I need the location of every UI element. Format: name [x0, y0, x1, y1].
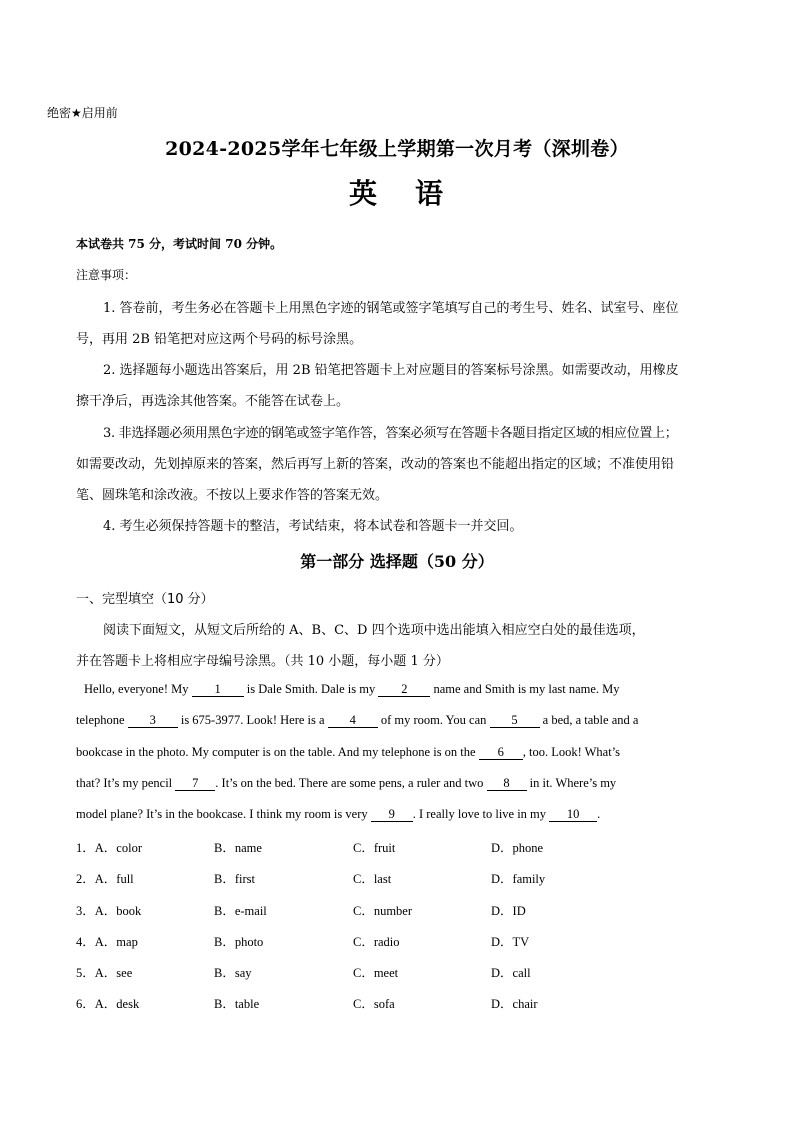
note-3-line-2: 如需要改动，先划掉原来的答案，然后再写上新的答案，改动的答案也不能超出指定的区域；不准使用铅 [76, 457, 675, 472]
option-b[interactable]: B．say [214, 966, 252, 980]
blank-2: 2 [378, 683, 430, 697]
blank-9: 9 [371, 808, 413, 822]
question-row [76, 932, 636, 950]
option-a[interactable]: 2．A．full [76, 872, 134, 886]
question-row [76, 838, 636, 856]
passage-line-4: that? It’s my pencil 7 . It’s on the bed. There are some pens, a ruler and two 8 in it. Where’s my [76, 776, 617, 790]
blank-7: 7 [175, 777, 215, 791]
blank-4: 4 [328, 714, 378, 728]
blank-5: 5 [490, 714, 540, 728]
subject-char-2: 语 [415, 177, 446, 210]
blank-3: 3 [128, 714, 178, 728]
question-row [76, 901, 636, 919]
option-b[interactable]: B．name [214, 841, 262, 855]
note-1-line-1: 1. 答卷前，考生务必在答题卡上用黑色字迹的钢笔或签字笔填写自己的考生号、姓名、试室号、座位 [103, 301, 679, 316]
section-1-title: 一、完型填空（10 分） [76, 592, 214, 607]
option-b[interactable]: B．e-mail [214, 904, 267, 918]
blank-10: 10 [549, 808, 597, 822]
passage-line-1: Hello, everyone! My 1 is Dale Smith. Dale is my 2 name and Smith is my last name. My [84, 682, 620, 696]
option-d[interactable]: D．TV [491, 935, 530, 949]
option-a[interactable]: 6．A．desk [76, 997, 140, 1011]
option-d[interactable]: D．phone [491, 841, 544, 855]
passage-line-5: model plane? It’s in the bookcase. I think my room is very 9 . I really love to live in my 10 . [76, 807, 601, 821]
subject-title [0, 172, 794, 212]
option-a[interactable]: 4．A．map [76, 935, 138, 949]
blank-8: 8 [487, 777, 527, 791]
secret-label: 绝密★启用前 [47, 106, 118, 120]
option-c[interactable]: C．number [353, 904, 413, 918]
option-b[interactable]: B．table [214, 997, 260, 1011]
option-c[interactable]: C．sofa [353, 997, 395, 1011]
question-row [76, 869, 636, 887]
option-a[interactable]: 5．A．see [76, 966, 133, 980]
passage-line-3: bookcase in the photo. My computer is on the table. And my telephone is on the 6 , too. Look! What’s [76, 745, 621, 759]
subject-char-1: 英 [348, 177, 379, 210]
option-c[interactable]: C．radio [353, 935, 400, 949]
option-d[interactable]: D．family [491, 872, 546, 886]
question-row [76, 994, 636, 1012]
option-a[interactable]: 1．A．color [76, 841, 142, 855]
option-c[interactable]: C．last [353, 872, 392, 886]
option-c[interactable]: C．fruit [353, 841, 396, 855]
note-4: 4. 考生必须保持答题卡的整洁，考试结束，将本试卷和答题卡一并交回。 [103, 519, 523, 534]
option-c[interactable]: C．meet [353, 966, 399, 980]
option-d[interactable]: D．call [491, 966, 531, 980]
question-row [76, 963, 636, 981]
blank-6: 6 [479, 746, 523, 760]
option-a[interactable]: 3．A．book [76, 904, 142, 918]
note-2-line-2: 擦干净后，再选涂其他答案。不能答在试卷上。 [76, 394, 350, 409]
exam-title: 2024-2025学年七年级上学期第一次月考（深圳卷） [165, 138, 629, 160]
option-b[interactable]: B．first [214, 872, 255, 886]
note-2-line-1: 2. 选择题每小题选出答案后，用 2B 铅笔把答题卡上对应题目的答案标号涂黑。如需要改动，用橡皮 [103, 363, 679, 378]
passage-line-2: telephone 3 is 675-3977. Look! Here is a 4 of my room. You can 5 a bed, a table and a [76, 713, 639, 727]
option-d[interactable]: D．ID [491, 904, 526, 918]
note-3-line-1: 3. 非选择题必须用黑色字迹的钢笔或签字笔作答，答案必须写在答题卡各题目指定区域的相应位置上； [103, 426, 678, 441]
instruction-line-2: 并在答题卡上将相应字母编号涂黑。（共 10 小题，每小题 1 分） [76, 654, 449, 669]
blank-1: 1 [192, 683, 244, 697]
notes-title: 注意事项： [76, 268, 137, 282]
option-d[interactable]: D．chair [491, 997, 538, 1011]
score-time: 本试卷共 75 分，考试时间 70 分钟。 [76, 237, 283, 251]
instruction-line-1: 阅读下面短文，从短文后所给的 A、B、C、D 四个选项中选出能填入相应空白处的最佳选项， [103, 623, 645, 638]
option-b[interactable]: B．photo [214, 935, 264, 949]
note-3-line-3: 笔、圆珠笔和涂改液。不按以上要求作答的答案无效。 [76, 488, 389, 503]
part-1-title: 第一部分 选择题（50 分） [300, 552, 494, 571]
note-1-line-2: 号，再用 2B 铅笔把对应这两个号码的标号涂黑。 [76, 332, 363, 347]
